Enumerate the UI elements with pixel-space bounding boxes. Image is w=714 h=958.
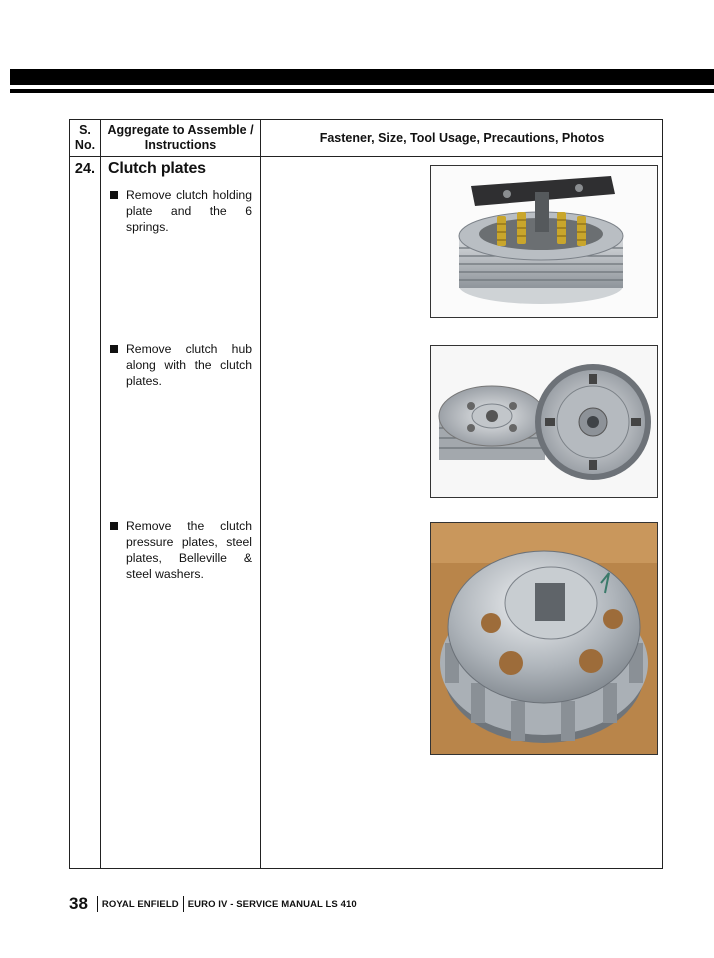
- clutch-assembly-with-holding-plate-photo: [430, 165, 658, 318]
- header-aggregate: [101, 120, 260, 156]
- header-fastener: [261, 120, 663, 156]
- header-aggregate-line1: Aggregate to Assemble /: [107, 123, 254, 137]
- header-aggregate-line2: Instructions: [144, 138, 217, 152]
- page-footer: [69, 894, 357, 914]
- column-divider: [100, 120, 101, 868]
- header-rule: [10, 89, 714, 93]
- clutch-hub-and-housing-photo: [430, 345, 658, 498]
- footer-separator: [97, 896, 98, 912]
- clutch-pressure-plate-photo: [430, 522, 658, 755]
- step-text: Remove clutch holding plate and the 6 springs.: [126, 188, 252, 234]
- bullet-icon: [110, 522, 118, 530]
- header-bar: [10, 69, 714, 85]
- footer-manual-title: EURO IV - SERVICE MANUAL LS 410: [187, 898, 357, 910]
- step-item: [110, 518, 252, 582]
- header-divider: [70, 156, 662, 157]
- row-number: 24.: [74, 161, 96, 177]
- bullet-icon: [110, 191, 118, 199]
- step-text: Remove clutch hub along with the clutch plates.: [126, 342, 252, 388]
- column-divider: [260, 120, 261, 868]
- step-item: [110, 187, 252, 235]
- header-sno-line1: S.: [79, 123, 91, 137]
- bullet-icon: [110, 345, 118, 353]
- step-text: Remove the clutch pressure plates, steel plates, Belleville & steel washers.: [126, 519, 252, 581]
- footer-separator: [183, 896, 184, 912]
- header-sno: [70, 120, 100, 156]
- footer-brand: ROYAL ENFIELD: [101, 898, 179, 910]
- page-number: 38: [69, 894, 88, 913]
- row-title: Clutch plates: [108, 160, 206, 177]
- step-item: [110, 341, 252, 389]
- header-fastener-label: Fastener, Size, Tool Usage, Precautions, Photos: [319, 130, 605, 145]
- header-sno-line2: No.: [74, 138, 96, 152]
- instruction-table: [69, 119, 663, 869]
